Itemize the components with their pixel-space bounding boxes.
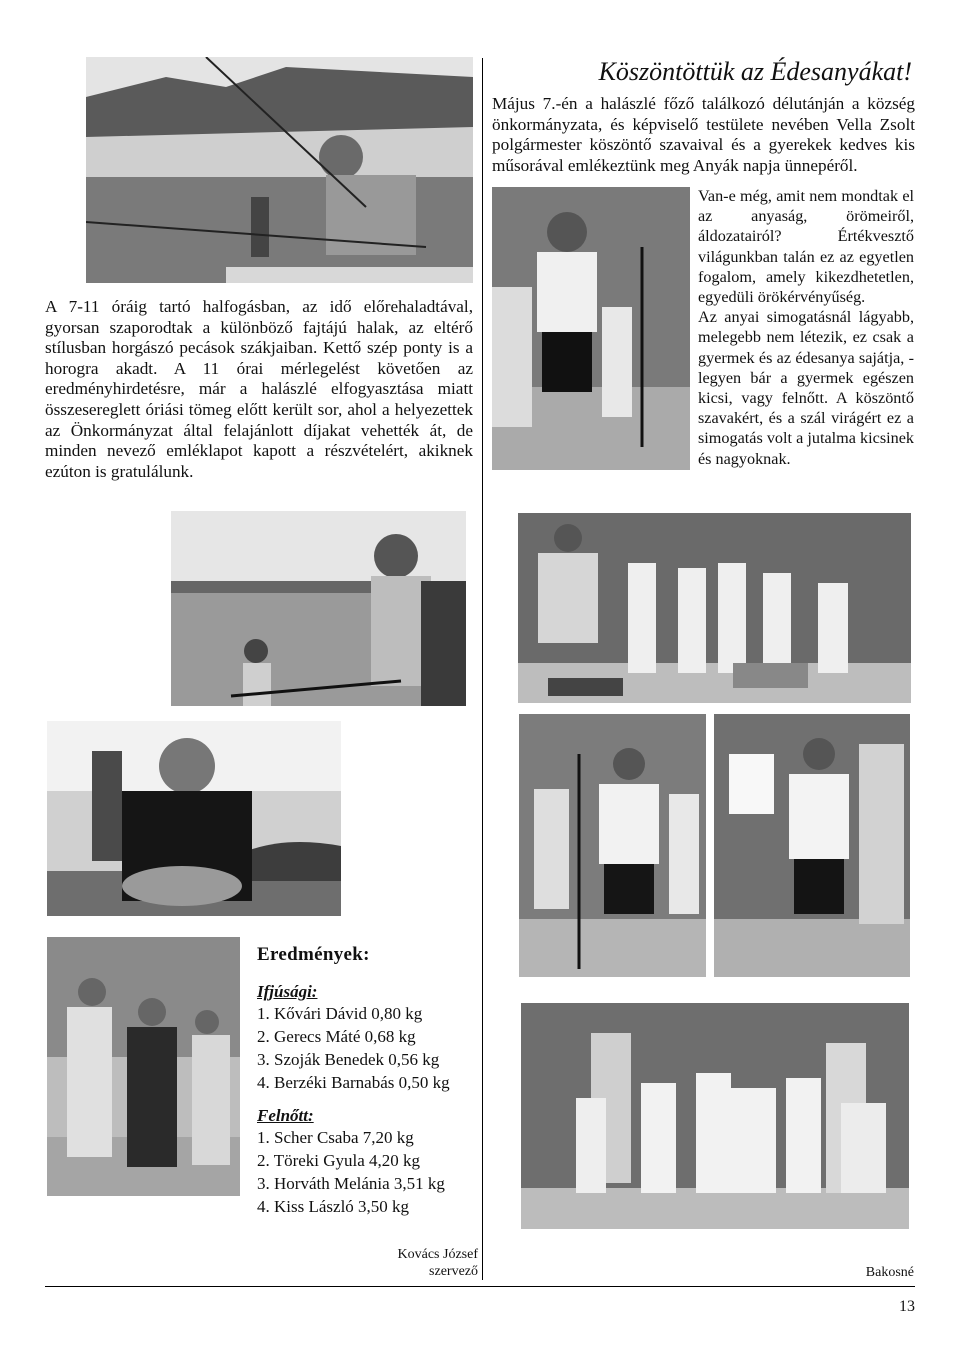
photo-girl-at-microphone xyxy=(492,187,690,470)
column-divider xyxy=(482,58,483,1280)
list-item: 4. Berzéki Barnabás 0,50 kg xyxy=(257,1073,450,1092)
right-signature: Bakosné xyxy=(865,1265,914,1280)
article-side-text xyxy=(698,186,914,469)
results-section xyxy=(257,944,472,1218)
photo-fishing-man-and-boy xyxy=(86,57,473,283)
results-heading: Eredmények: xyxy=(257,944,370,965)
list-item: 2. Gerecs Máté 0,68 kg xyxy=(257,1027,416,1046)
list-item: 3. Horváth Melánia 3,51 kg xyxy=(257,1174,445,1193)
youth-category-label: Ifjúsági: xyxy=(257,982,318,1001)
list-item: 2. Töreki Gyula 4,20 kg xyxy=(257,1151,421,1170)
adult-results-list xyxy=(257,1126,472,1218)
photo-award-ceremony xyxy=(47,937,240,1196)
fishing-report-paragraph: A 7-11 óráig tartó halfogásban, az idő előrehaladtával, gyorsan szaporodtak a különböző fajtájú halak, az eltérő stílusban horgászó pecások szákjaiban. Kettő szép ponty is a horogra akadt. A 11 órai mérlegelést követően az eredményhirdetésre, már a halászlé elfogyasztása miatt összesereglett óriási tömeg előtt került sor, ahol a helyezettek az Önkormányzat által felajánlott díjakat vehették át, de minden nevező emléklapot kapott a részvételért, akiknek ezúton is gratulálunk. xyxy=(45,297,473,481)
photo-boy-with-rod xyxy=(171,511,466,706)
page-number: 13 xyxy=(899,1298,915,1315)
signature-role: szervező xyxy=(429,1264,478,1279)
photo-man-holding-carp xyxy=(47,721,341,916)
list-item: 1. Kővári Dávid 0,80 kg xyxy=(257,1004,423,1023)
left-signature xyxy=(300,1246,478,1280)
article-title: Köszöntöttük az Édesanyákat! xyxy=(598,57,912,86)
signature-name: Kovács József xyxy=(397,1247,478,1262)
list-item: 1. Scher Csaba 7,20 kg xyxy=(257,1128,414,1147)
photo-choir-of-children xyxy=(521,1003,909,1229)
side-paragraph-2: Az anyai simogatásnál lágyabb, melegebb nem létezik, ez csak a gyermek és az édesanya sajátja, - legyen bár a gyermek egészen kicsi, vagy felnőtt. A köszöntő szavakért, és a szál virágért ez a simogatás volt a jutalma kicsinek és nagyoknak. xyxy=(698,308,914,468)
list-item: 3. Szoják Benedek 0,56 kg xyxy=(257,1050,440,1069)
photo-children-reciting xyxy=(519,714,706,977)
youth-results-list xyxy=(257,1002,472,1094)
footer-rule xyxy=(45,1286,915,1287)
photo-girl-speaking xyxy=(714,714,910,977)
side-paragraph-1: Van-e még, amit nem mondtak el az anyaság, örömeiről, áldozatairól? Értékvesztő világunkban talán ez az egyetlen fogalom, amely kikezdhetetlen, egyedüli örökérvényűség. xyxy=(698,187,914,307)
photo-mayor-and-children xyxy=(518,513,911,703)
article-intro: Május 7.-én a halászlé főző találkozó délutánján a község önkormányzata, és képviselő testülete nevében Vella Zsolt polgármester köszöntő szavaival és a gyerekek kedves kis műsorával emlékeztünk meg Anyák napja ünnepéről. xyxy=(492,94,915,175)
adult-category-label: Felnőtt: xyxy=(257,1106,314,1125)
list-item: 4. Kiss László 3,50 kg xyxy=(257,1197,410,1216)
